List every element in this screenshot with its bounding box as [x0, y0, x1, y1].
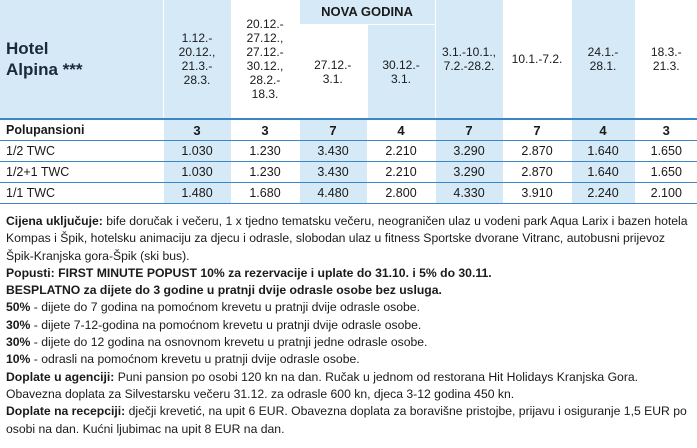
- period-header-1: 1.12.- 20.12., 21.3.- 28.3.: [163, 0, 231, 118]
- note-besplatno: BESPLATNO za dijete do 3 godine u pratnji dvije odrasle osobe bez usluga.: [6, 283, 442, 298]
- note-cijena: Cijena uključuje: bife doručak i večeru, 1 x tjedno tematsku večeru, neograničen ulaz u vodeni park Aqua Larix i bazen hotela Kompas i Špik, hotelsku animaciju za djecu i odrasle, slobodan ulaz u fitness Sportske dvorane Vitranc, autobusni prijevoz Špik-Kranjska gora-Špik (ski bus).: [6, 214, 688, 263]
- row-label: 1/2+1 TWC: [0, 162, 163, 183]
- row-label: 1/2 TWC: [0, 141, 163, 162]
- row-label: Polupansioni: [0, 120, 163, 141]
- note-label: Doplate u agenciji:: [6, 369, 115, 384]
- note-discount-2: 30% - dijete 7-12-godina na pomoćnom krevetu u pratnji dvije odrasle osobe.: [6, 317, 422, 332]
- table-row: 1/1 TWC 1.480 1.680 4.480 2.800 4.330 3.910 2.240 2.100: [0, 183, 697, 204]
- period-header-3: 27.12.- 3.1.: [299, 25, 367, 119]
- row-label: 1/1 TWC: [0, 183, 163, 204]
- period-header-5: 3.1.-10.1., 7.2.-28.2.: [435, 0, 503, 118]
- period-header-7: 24.1.- 28.1.: [571, 0, 635, 118]
- note-label: Cijena uključuje:: [6, 214, 103, 228]
- nova-godina-header: NOVA GODINA: [299, 0, 435, 25]
- note-discount-4: 10% - odrasli na pomoćnom krevetu u pratnji dvije odrasle osobe.: [6, 352, 360, 367]
- note-discount-3: 30% - dijete do 12 godina na osnovnom krevetu u pratnji jedne odrasle osobe.: [6, 335, 428, 350]
- hotel-name: [0, 0, 163, 118]
- note-label: Doplate na recepciji:: [6, 404, 126, 419]
- note-recepcija: Doplate na recepciji: dječji krevetić, na upit 6 EUR. Obavezna doplata za boravišne pristojbe, prijavu i osiguranje 1,5 EUR po osobi na dan. Kućni ljubimac na upit 8 EUR na dan.: [6, 404, 687, 436]
- table-row: Polupansioni 3 3 7 4 7 7 4 3: [0, 120, 697, 141]
- hotel-stars: Alpina ***: [6, 60, 83, 79]
- period-header-8: 18.3.- 21.3.: [635, 0, 697, 118]
- price-notes: [6, 213, 694, 438]
- period-header-6: 10.1.-7.2.: [503, 0, 571, 118]
- price-table: [0, 0, 697, 204]
- table-row: 1/2+1 TWC 1.030 1.230 3.430 2.210 3.290 2.870 1.640 1.650: [0, 162, 697, 183]
- note-agencija: Doplate u agenciji: Puni pansion po osobi 120 kn na dan. Ručak u jednom od restorana Hit Holidays Kranjska Gora. Obavezna doplata za Silvestarsku večeru 31.12. za odrasle 600 kn, djeca 3-12 godina 450 kn.: [6, 369, 639, 401]
- note-discount-1: 50% - dijete do 7 godina na pomoćnom krevetu u pratnji dvije odrasle osobe.: [6, 300, 420, 315]
- table-row: 1/2 TWC 1.030 1.230 3.430 2.210 3.290 2.870 1.640 1.650: [0, 141, 697, 162]
- period-header-4: 30.12.- 3.1.: [367, 25, 435, 119]
- note-popusti: Popusti: FIRST MINUTE POPUST 10% za rezervacije i uplate do 31.10. i 5% do 30.11.: [6, 265, 492, 280]
- hotel-title: Hotel: [6, 39, 49, 58]
- period-header-2: 20.12.- 27.12., 27.12.- 30.12., 28.2.- 18.3.: [231, 0, 299, 118]
